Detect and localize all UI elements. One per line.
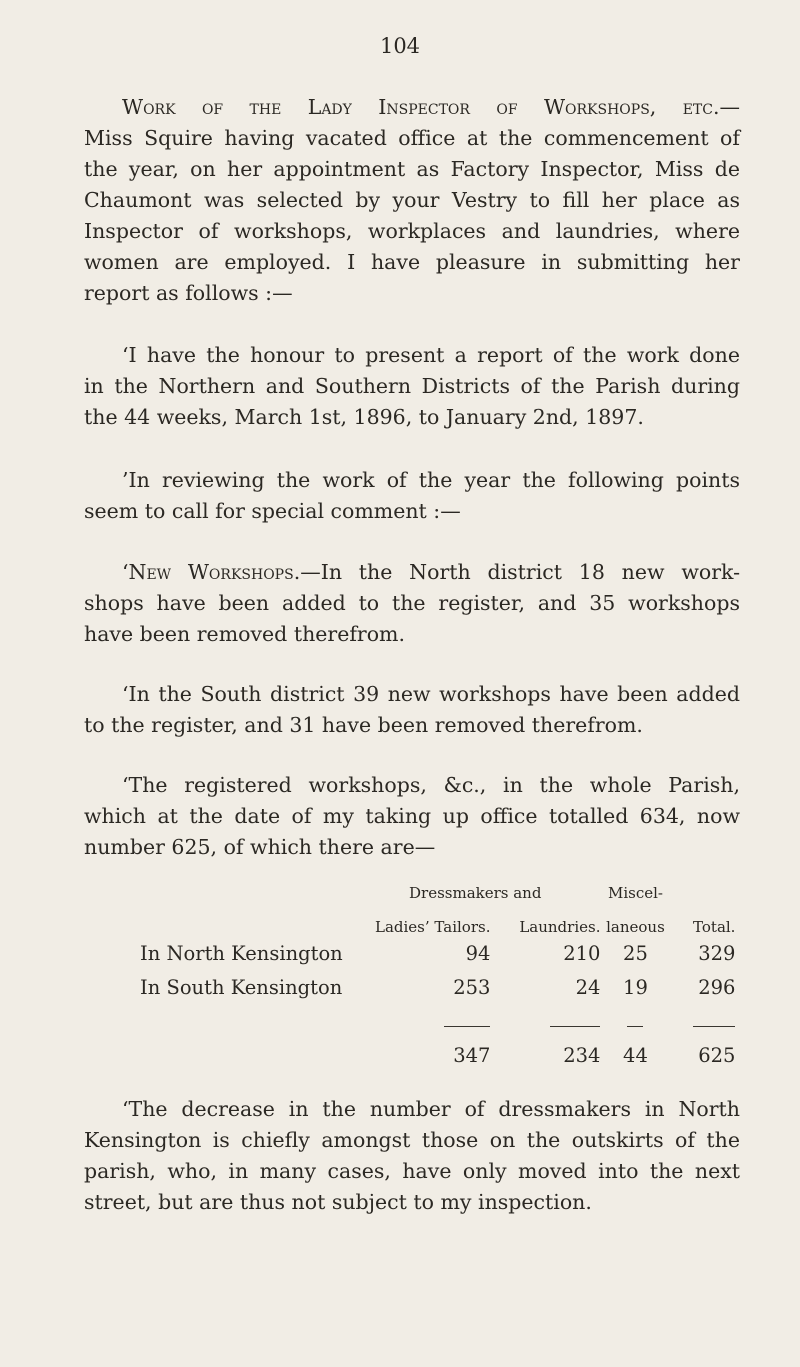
intro-line: the year, on her appointment as Factory Inspector, Miss de	[84, 157, 740, 181]
sum-rule	[550, 1026, 600, 1027]
intro-line: Chaumont was selected by your Vestry to fill her place as	[84, 188, 740, 212]
header-miscellaneous-top: Miscel-	[607, 884, 663, 902]
paragraph-line	[84, 557, 740, 588]
decrease-paragraph	[84, 1094, 740, 1218]
header-dressmakers: Ladies’ Tailors.	[375, 918, 491, 936]
table-header-row	[140, 902, 735, 936]
cell-total: 296	[698, 975, 736, 999]
page-number: 104	[379, 34, 421, 58]
intro-line: Inspector of workshops, workplaces and laundries, where	[84, 219, 740, 243]
total-laundries: 234	[563, 1043, 601, 1067]
paragraph-line: Kensington is chiefly amongst those on the outskirts of the	[84, 1128, 740, 1152]
grand-total: 625	[698, 1043, 736, 1067]
cell-miscellaneous: 19	[623, 975, 648, 999]
paragraph-line: have been removed therefrom.	[84, 622, 406, 646]
cell-dressmakers: 94	[465, 941, 491, 965]
honour-paragraph	[84, 340, 740, 433]
workshops-table	[140, 868, 735, 1072]
paragraph-line: ’In reviewing the work of the year the following points	[122, 468, 740, 492]
paragraph-line: ‘In the South district 39 new workshops have been added	[122, 682, 740, 706]
cell-laundries: 24	[575, 975, 601, 999]
reviewing-paragraph	[84, 465, 740, 527]
header-total: Total.	[693, 918, 736, 936]
table-row	[140, 970, 735, 1004]
paragraph-line: parish, who, in many cases, have only moved into the next	[84, 1159, 740, 1183]
paragraph-line: to the register, and 31 have been removed therefrom.	[84, 713, 643, 737]
intro-line: report as follows :—	[84, 281, 293, 305]
cell-laundries: 210	[563, 941, 601, 965]
intro-line: women are employed. I have pleasure in submitting her	[84, 250, 740, 274]
paragraph-line: shops have been added to the register, and 35 workshops	[84, 591, 740, 615]
intro-paragraph	[84, 92, 740, 309]
paragraph-line: in the Northern and Southern Districts of the Parish during	[84, 374, 740, 398]
total-dressmakers: 347	[453, 1043, 491, 1067]
cell-dressmakers: 253	[453, 975, 491, 999]
sum-rule	[627, 1026, 643, 1027]
table-row	[140, 936, 735, 970]
new-workshops-paragraph	[84, 557, 740, 650]
cell-miscellaneous: 25	[623, 941, 648, 965]
paragraph-line: ‘I have the honour to present a report of the work done	[122, 343, 740, 367]
table-totals-row	[140, 1038, 735, 1072]
table-rule-row	[140, 1004, 735, 1038]
header-dressmakers-top: Dressmakers and	[409, 884, 542, 902]
row-label: In North Kensington	[140, 941, 343, 965]
table-header-row	[140, 868, 735, 902]
paragraph-line: ‘The decrease in the number of dressmakers in North	[122, 1097, 740, 1121]
total-miscellaneous: 44	[623, 1043, 648, 1067]
new-workshops-heading: ‘New Workshops.	[122, 560, 301, 584]
section-heading: Work of the Lady Inspector of Workshops, etc.—	[122, 95, 740, 119]
new-workshops-text: —In the North district 18 new work-	[300, 560, 741, 584]
paragraph-line: number 625, of which there are—	[84, 835, 436, 859]
paragraph-line: street, but are thus not subject to my inspection.	[84, 1190, 592, 1214]
sum-rule	[444, 1026, 490, 1027]
header-laundries: Laundries.	[519, 918, 601, 936]
cell-total: 329	[698, 941, 736, 965]
sum-rule	[693, 1026, 735, 1027]
paragraph-line: the 44 weeks, March 1st, 1896, to January 2nd, 1897.	[84, 405, 644, 429]
paragraph-line: ‘The registered workshops, &c., in the whole Parish,	[122, 773, 740, 797]
paragraph-line: seem to call for special comment :—	[84, 499, 461, 523]
registered-paragraph	[84, 770, 740, 863]
paragraph-line: which at the date of my taking up office totalled 634, now	[84, 804, 740, 828]
header-miscellaneous: laneous	[606, 918, 665, 936]
intro-line: Miss Squire having vacated office at the commencement of	[84, 126, 740, 150]
south-district-paragraph	[84, 679, 740, 741]
row-label: In South Kensington	[140, 975, 343, 999]
intro-line	[84, 92, 740, 123]
